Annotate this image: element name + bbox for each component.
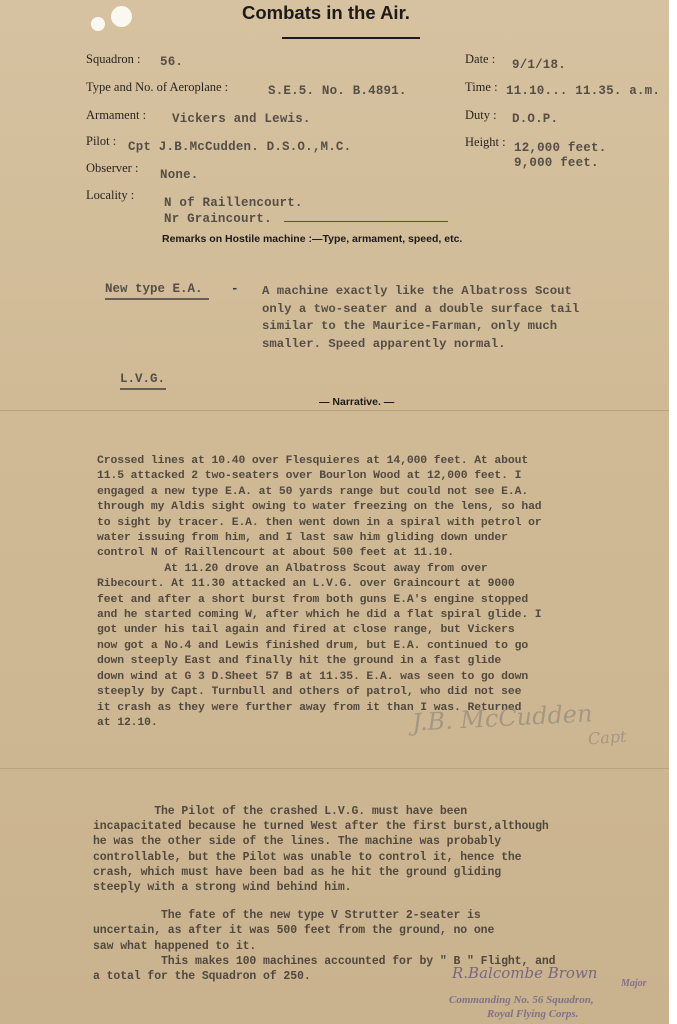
remarks-line: saw what happened to it.: [93, 939, 257, 953]
pilot-value: Cpt J.B.McCudden. D.S.O.,M.C.: [128, 140, 352, 154]
aeroplane-type-label: Type and No. of Aeroplane :: [86, 80, 229, 94]
armament-label: Armament :: [86, 108, 147, 122]
narrative-line: to sight by tracer. E.A. then went down in a spiral with petrol or: [97, 516, 542, 529]
pilot-signature: J.B. McCudden: [411, 699, 594, 737]
time-label: Time :: [465, 80, 498, 94]
remarks-line: controllable, but the Pilot was unable to control it, hence the: [93, 850, 522, 864]
narrative-line: got under his tail again and fired at close range, but Vickers: [97, 624, 515, 637]
stamp-command-line: Commanding No. 56 Squadron,: [449, 994, 594, 1006]
punch-hole: [111, 6, 132, 27]
height-value-line1: 12,000 feet.: [514, 141, 607, 155]
narrative-line: water issuing from him, and I last saw him gliding down under: [97, 532, 508, 545]
narrative-line: feet and after a short burst from both guns E.A's engine stopped: [97, 593, 529, 606]
hostile-description-line: smaller. Speed apparently normal.: [262, 336, 506, 351]
narrative-line: down wind at G 3 D.Sheet 57 B at 11.35. E.A. was seen to go down: [97, 670, 529, 683]
hostile-type-underline: [105, 298, 209, 300]
remarks-line: uncertain, as after it was 500 feet from the ground, no one: [93, 924, 495, 938]
narrative-line: through my Aldis sight owing to water freezing on the lens, so had: [97, 501, 542, 514]
title-underline: [282, 37, 420, 39]
narrative-line: Ribecourt. At 11.30 attacked an L.V.G. over Graincourt at 9000: [97, 578, 515, 591]
narrative-line: engaged a new type E.A. at 50 yards range but could not see E.A.: [97, 485, 529, 498]
hostile-description-line: similar to the Maurice-Farman, only much: [262, 319, 558, 333]
time-value: 11.10... 11.35. a.m.: [506, 84, 661, 98]
stamp-rank: Major: [621, 978, 647, 989]
date-value: 9/1/18.: [512, 58, 566, 72]
narrative-line: at 12.10.: [97, 716, 158, 729]
commanding-officer-signature: R.Balcombe Brown: [452, 964, 598, 982]
remarks-line: incapacitated because he turned West after the first burst,although: [93, 820, 549, 834]
lvg-underline: [120, 388, 166, 390]
fold-crease: [0, 768, 669, 769]
armament-value: Vickers and Lewis.: [172, 112, 311, 126]
narrative-heading: — Narrative. —: [319, 396, 395, 408]
remarks-line: The Pilot of the crashed L.V.G. must have been: [93, 805, 468, 818]
narrative-text: [97, 454, 657, 731]
page-edge: [669, 0, 677, 1024]
remarks-line: he was the other side of the lines. The machine was probably: [93, 835, 502, 849]
hostile-type-dash: -: [231, 282, 239, 296]
remarks-line: The fate of the new type V Strutter 2-seater is: [93, 909, 481, 923]
squadron-label: Squadron :: [86, 52, 141, 66]
duty-value: D.O.P.: [512, 112, 559, 126]
pilot-signature-rank: Capt: [587, 726, 628, 749]
hostile-description-line: only a two-seater and a double surface tail: [262, 301, 580, 316]
squadron-value: 56.: [160, 55, 184, 69]
hostile-type-key: New type E.A.: [105, 282, 203, 296]
narrative-line: down steeply East and finally hit the ground in a fast glide: [97, 655, 502, 668]
narrative-line: and he started coming W, after which he did a flat spiral glide. I: [97, 609, 542, 622]
lvg-key: L.V.G.: [120, 372, 166, 386]
height-value-line2: 9,000 feet.: [514, 156, 599, 170]
locality-value-line2: Nr Graincourt.: [164, 212, 272, 226]
locality-rule: [284, 221, 448, 222]
duty-label: Duty :: [465, 108, 497, 122]
pilot-label: Pilot :: [86, 134, 117, 148]
aeroplane-type-value: S.E.5. No. B.4891.: [268, 84, 407, 98]
stamp-corps-line: Royal Flying Corps.: [487, 1008, 579, 1020]
remarks-line: This makes 100 machines accounted for by " B " Flight, and: [93, 954, 556, 968]
punch-hole: [91, 17, 105, 31]
narrative-line: control N of Raillencourt at about 500 feet at 11.10.: [97, 547, 454, 560]
remarks-line: [93, 895, 658, 908]
fold-crease: [0, 410, 669, 411]
date-label: Date :: [465, 52, 496, 66]
hostile-description-line: A machine exactly like the Albatross Scout: [262, 284, 572, 298]
remarks-line: crash, which must have been bad as he hit the ground gliding: [93, 865, 502, 879]
narrative-line: it crash as they were further away from it than I was. Returned: [97, 701, 522, 714]
narrative-line: At 11.20 drove an Albatross Scout away from over: [97, 562, 488, 575]
narrative-line: Crossed lines at 10.40 over Flesquieres at 14,000 feet. At about: [97, 455, 529, 467]
hostile-description: [262, 283, 652, 353]
commanding-officer-remarks: [93, 804, 658, 984]
narrative-line: steeply by Capt. Turnbull and others of patrol, who did not see: [97, 686, 522, 699]
narrative-line: now got a No.4 and Lewis finished drum, but E.A. continued to go: [97, 639, 529, 652]
page-title: Combats in the Air.: [242, 2, 410, 23]
locality-value-line1: N of Raillencourt.: [164, 196, 303, 210]
observer-value: None.: [160, 168, 199, 182]
remarks-line: steeply with a strong wind behind him.: [93, 881, 352, 895]
remarks-line: a total for the Squadron of 250.: [93, 970, 311, 984]
height-label: Height :: [465, 135, 506, 149]
narrative-line: 11.5 attacked 2 two-seaters over Bourlon Wood at 12,000 feet. I: [97, 470, 522, 483]
locality-label: Locality :: [86, 188, 135, 202]
observer-label: Observer :: [86, 161, 139, 175]
remarks-heading: Remarks on Hostile machine :—Type, armament, speed, etc.: [162, 233, 463, 245]
